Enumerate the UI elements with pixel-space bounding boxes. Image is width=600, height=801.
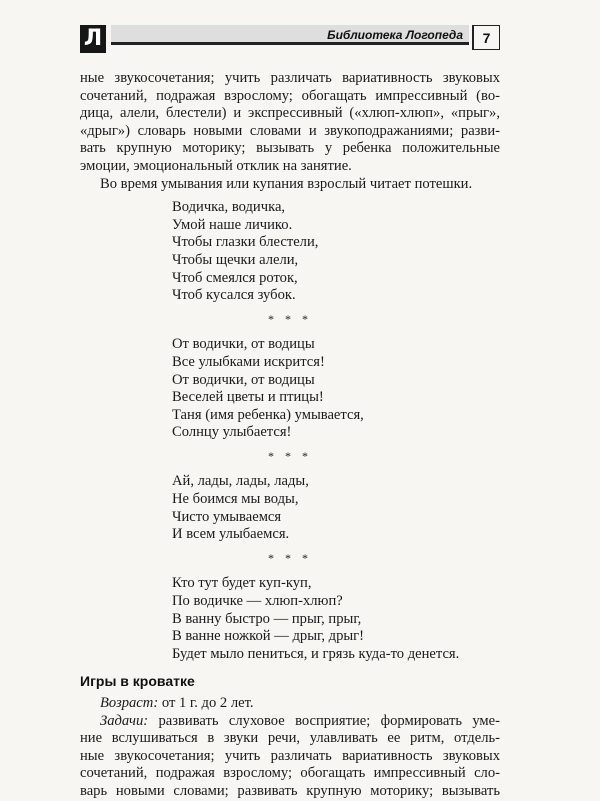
text-line: сочетаний, подражая взрослому; обогащать импрессивный (во- xyxy=(80,87,500,104)
tasks-paragraph xyxy=(80,713,500,801)
poem-line: Ай, лады, лады, лады, xyxy=(172,473,309,490)
poem-line: Будет мыло пениться, и грязь куда-то денется. xyxy=(172,645,460,662)
poem-line: Умой наше личико. xyxy=(172,216,293,233)
poem-line: Чтобы глазки блестели, xyxy=(172,234,319,251)
poem-line: В ванне ножкой — дрыг, дрыг! xyxy=(172,628,365,645)
page-body xyxy=(80,70,500,801)
age-paragraph xyxy=(80,695,500,713)
text-line: ные звукосочетания; учить различать вариативность звуковых xyxy=(80,70,500,86)
stanza-separator: * * * xyxy=(268,448,312,463)
tasks-text: развивать слуховое восприятие; формировать уме- xyxy=(148,712,500,729)
tasks-label: Задачи: xyxy=(100,712,149,729)
poem-line: От водички, от водицы xyxy=(172,371,315,388)
stanza-separator: * * * xyxy=(268,550,312,565)
poem-1 xyxy=(172,199,500,305)
text-line xyxy=(80,713,500,731)
stanza-separator: * * * xyxy=(268,311,312,326)
poem-line: Все улыбками искрится! xyxy=(172,353,325,370)
poem-line: Солнцу улыбается! xyxy=(172,424,292,441)
text-line: дица, алели, блестели) и экспрессивный («хлюп-хлюп», «прыг», xyxy=(80,105,500,122)
poem-line: Чтоб смеялся роток, xyxy=(172,269,298,286)
poem-line: Таня (имя ребенка) умывается, xyxy=(172,406,364,423)
age-label: Возраст: xyxy=(100,695,159,711)
poem-3 xyxy=(172,473,500,543)
text-line: варь новыми словами; развивать крупную моторику; вызывать xyxy=(80,782,500,799)
poem-4 xyxy=(172,575,500,663)
text-line: «дрыг») словарь новыми словами и звукоподражаниями; разви- xyxy=(80,122,500,139)
lead-in-paragraph: Во время умывания или купания взрослый читает потешки. xyxy=(100,175,473,192)
page-number: 7 xyxy=(472,25,500,50)
text-line: ные звукосочетания; учить различать вариативность звуковых xyxy=(80,747,500,764)
poem-line: И всем улыбаемся. xyxy=(172,526,290,543)
text-line: эмоции, эмоциональный отклик на занятие. xyxy=(80,157,352,174)
text-line: сочетаний, подражая взрослому; обогащать импрессивный сло- xyxy=(80,765,500,782)
poem-line: Чисто умываемся xyxy=(172,508,282,525)
intro-paragraph xyxy=(80,70,500,176)
book-title: Библиотека Логопеда xyxy=(111,25,469,45)
poem-line: По водичке — хлюп-хлюп? xyxy=(172,593,343,610)
text-line: ние вслушиваться в звуки речи, улавливать ее ритм, отдель- xyxy=(80,730,500,747)
poem-line: От водички, от водицы xyxy=(172,336,315,353)
text-line: вать крупную моторику; вызывать у ребенка положительные xyxy=(80,140,500,157)
poem-line: В ванну быстро — прыг, прыг, xyxy=(172,610,362,627)
series-logo: Л xyxy=(80,25,106,53)
poem-line: Веселей цветы и птицы! xyxy=(172,389,324,406)
poem-line: Не боимся мы воды, xyxy=(172,491,299,508)
poem-line: Чтобы щечки алели, xyxy=(172,251,299,268)
page-header xyxy=(80,25,500,55)
poem-line: Чтоб кусался зубок. xyxy=(172,287,296,304)
poem-line: Кто тут будет куп-куп, xyxy=(172,575,312,592)
poem-2 xyxy=(172,336,500,442)
age-value: от 1 г. до 2 лет. xyxy=(158,695,254,711)
poem-line: Водичка, водичка, xyxy=(172,199,286,216)
section-heading: Игры в кроватке xyxy=(80,673,195,690)
